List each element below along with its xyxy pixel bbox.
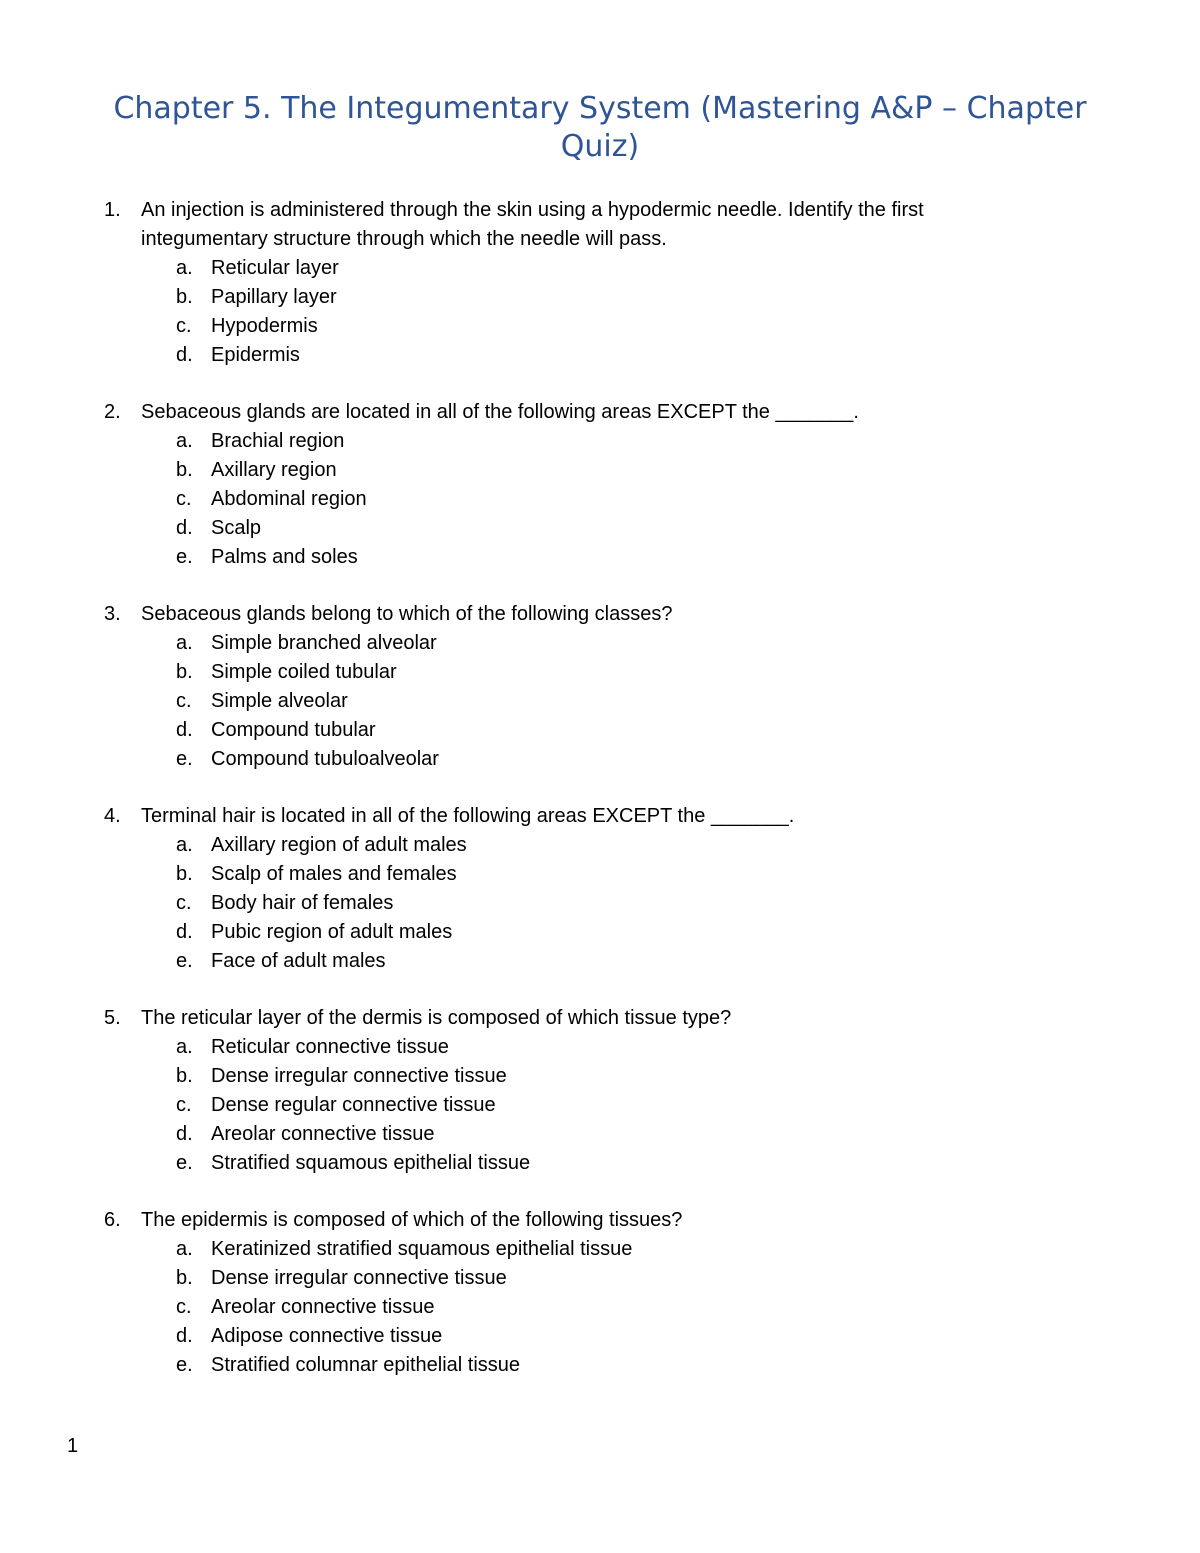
question-number: 5. bbox=[104, 1007, 121, 1029]
option-text: Simple coiled tubular bbox=[211, 661, 397, 683]
option-text: Face of adult males bbox=[211, 950, 386, 972]
option-text: Areolar connective tissue bbox=[211, 1123, 435, 1145]
option-letter: c. bbox=[176, 1094, 192, 1116]
option-letter: e. bbox=[176, 1152, 193, 1174]
answer-option bbox=[0, 1264, 1200, 1293]
option-letter: a. bbox=[176, 430, 193, 452]
option-text: Brachial region bbox=[211, 430, 345, 452]
option-letter: a. bbox=[176, 632, 193, 654]
option-letter: c. bbox=[176, 690, 192, 712]
option-text: Simple branched alveolar bbox=[211, 632, 437, 654]
answer-option bbox=[0, 889, 1200, 918]
option-letter: e. bbox=[176, 950, 193, 972]
option-text: Adipose connective tissue bbox=[211, 1325, 443, 1347]
page-number: 1 bbox=[67, 1435, 79, 1457]
option-text: Axillary region of adult males bbox=[211, 834, 467, 856]
answer-option bbox=[0, 1351, 1200, 1380]
question-text: Sebaceous glands belong to which of the following classes? bbox=[141, 603, 673, 625]
option-letter: c. bbox=[176, 315, 192, 337]
question-item bbox=[0, 600, 1200, 774]
question-number: 3. bbox=[104, 603, 121, 625]
question-number: 6. bbox=[104, 1209, 121, 1231]
answer-option bbox=[0, 658, 1200, 687]
answer-option bbox=[0, 485, 1200, 514]
option-letter: d. bbox=[176, 344, 193, 366]
question-item bbox=[0, 1004, 1200, 1178]
option-text: Keratinized stratified squamous epithelial tissue bbox=[211, 1238, 633, 1260]
answer-options bbox=[0, 629, 1200, 774]
question-text: The reticular layer of the dermis is composed of which tissue type? bbox=[141, 1007, 732, 1029]
answer-option bbox=[0, 716, 1200, 745]
answer-option bbox=[0, 918, 1200, 947]
answer-options bbox=[0, 1235, 1200, 1380]
option-letter: b. bbox=[176, 661, 193, 683]
question-stem bbox=[0, 1004, 1021, 1033]
option-letter: a. bbox=[176, 257, 193, 279]
answer-option bbox=[0, 831, 1200, 860]
option-text: Axillary region bbox=[211, 459, 337, 481]
question-stem bbox=[0, 600, 1021, 629]
question-item bbox=[0, 398, 1200, 572]
answer-option bbox=[0, 254, 1200, 283]
answer-option bbox=[0, 1120, 1200, 1149]
question-text: Terminal hair is located in all of the following areas EXCEPT the _______. bbox=[141, 805, 795, 827]
option-text: Hypodermis bbox=[211, 315, 318, 337]
answer-option bbox=[0, 456, 1200, 485]
option-text: Abdominal region bbox=[211, 488, 367, 510]
option-letter: c. bbox=[176, 1296, 192, 1318]
answer-option bbox=[0, 543, 1200, 572]
option-letter: a. bbox=[176, 834, 193, 856]
answer-option bbox=[0, 427, 1200, 456]
answer-option bbox=[0, 860, 1200, 889]
answer-option bbox=[0, 283, 1200, 312]
option-letter: b. bbox=[176, 1267, 193, 1289]
option-text: Compound tubuloalveolar bbox=[211, 748, 439, 770]
answer-options bbox=[0, 427, 1200, 572]
option-text: Epidermis bbox=[211, 344, 300, 366]
question-item bbox=[0, 1206, 1200, 1380]
question-list bbox=[0, 196, 1200, 1408]
answer-options bbox=[0, 1033, 1200, 1178]
option-text: Papillary layer bbox=[211, 286, 337, 308]
option-letter: e. bbox=[176, 1354, 193, 1376]
answer-option bbox=[0, 1149, 1200, 1178]
question-text: An injection is administered through the skin using a hypodermic needle. Identify the first integumentary structure through which the needle will pass. bbox=[141, 199, 924, 250]
option-letter: d. bbox=[176, 1123, 193, 1145]
option-letter: b. bbox=[176, 459, 193, 481]
question-item bbox=[0, 802, 1200, 976]
option-letter: e. bbox=[176, 546, 193, 568]
answer-option bbox=[0, 341, 1200, 370]
option-letter: c. bbox=[176, 892, 192, 914]
option-letter: d. bbox=[176, 719, 193, 741]
option-letter: d. bbox=[176, 921, 193, 943]
option-text: Dense regular connective tissue bbox=[211, 1094, 496, 1116]
answer-options bbox=[0, 831, 1200, 976]
option-text: Body hair of females bbox=[211, 892, 394, 914]
answer-option bbox=[0, 1293, 1200, 1322]
option-letter: a. bbox=[176, 1036, 193, 1058]
answer-options bbox=[0, 254, 1200, 370]
answer-option bbox=[0, 1091, 1200, 1120]
question-stem bbox=[0, 196, 1021, 254]
option-letter: c. bbox=[176, 488, 192, 510]
option-letter: b. bbox=[176, 286, 193, 308]
option-text: Palms and soles bbox=[211, 546, 358, 568]
option-text: Stratified columnar epithelial tissue bbox=[211, 1354, 521, 1376]
answer-option bbox=[0, 629, 1200, 658]
option-text: Compound tubular bbox=[211, 719, 376, 741]
option-text: Areolar connective tissue bbox=[211, 1296, 435, 1318]
question-number: 2. bbox=[104, 401, 121, 423]
option-text: Simple alveolar bbox=[211, 690, 348, 712]
option-text: Reticular layer bbox=[211, 257, 339, 279]
answer-option bbox=[0, 1322, 1200, 1351]
option-letter: e. bbox=[176, 748, 193, 770]
option-text: Stratified squamous epithelial tissue bbox=[211, 1152, 531, 1174]
option-text: Reticular connective tissue bbox=[211, 1036, 449, 1058]
answer-option bbox=[0, 947, 1200, 976]
question-number: 4. bbox=[104, 805, 121, 827]
option-text: Dense irregular connective tissue bbox=[211, 1267, 507, 1289]
option-letter: d. bbox=[176, 517, 193, 539]
option-text: Scalp bbox=[211, 517, 262, 539]
question-text: The epidermis is composed of which of the following tissues? bbox=[141, 1209, 683, 1231]
option-text: Pubic region of adult males bbox=[211, 921, 453, 943]
option-letter: b. bbox=[176, 863, 193, 885]
answer-option bbox=[0, 514, 1200, 543]
answer-option bbox=[0, 687, 1200, 716]
question-item bbox=[0, 196, 1200, 370]
answer-option bbox=[0, 1062, 1200, 1091]
option-letter: d. bbox=[176, 1325, 193, 1347]
question-stem bbox=[0, 802, 1021, 831]
question-stem bbox=[0, 398, 1021, 427]
answer-option bbox=[0, 1033, 1200, 1062]
option-text: Scalp of males and females bbox=[211, 863, 457, 885]
question-number: 1. bbox=[104, 199, 121, 221]
answer-option bbox=[0, 1235, 1200, 1264]
answer-option bbox=[0, 312, 1200, 341]
option-text: Dense irregular connective tissue bbox=[211, 1065, 507, 1087]
option-letter: a. bbox=[176, 1238, 193, 1260]
option-letter: b. bbox=[176, 1065, 193, 1087]
page-title: Chapter 5. The Integumentary System (Mastering A&P – Chapter Quiz) bbox=[113, 91, 1087, 164]
question-text: Sebaceous glands are located in all of the following areas EXCEPT the _______. bbox=[141, 401, 859, 423]
answer-option bbox=[0, 745, 1200, 774]
question-stem bbox=[0, 1206, 1021, 1235]
